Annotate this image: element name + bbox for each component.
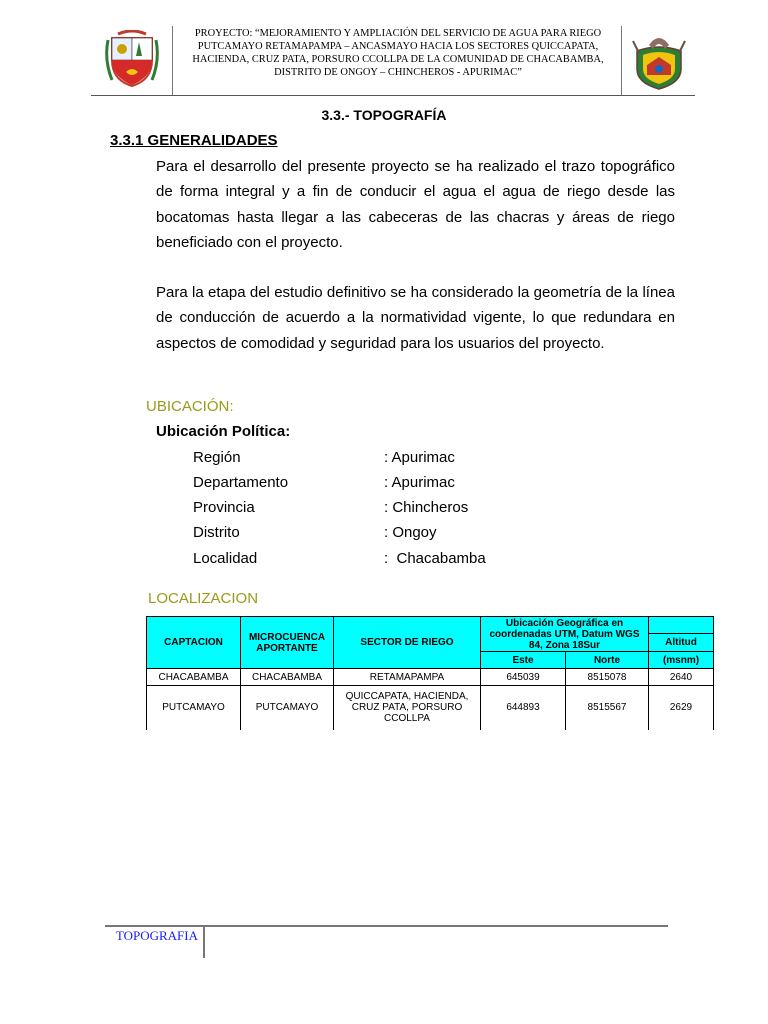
header-ubicacion-geografica: Ubicación Geográfica en coordenadas UTM, Datum WGS 84, Zona 18Sur <box>481 617 649 652</box>
departamento-value: : Apurimac <box>384 474 455 491</box>
header-este: Este <box>481 652 566 669</box>
cell-norte: 8515567 <box>566 686 649 730</box>
provincia-label: Provincia <box>193 499 255 516</box>
table-row <box>147 669 714 686</box>
header-divider-right <box>621 26 622 96</box>
header-blank <box>649 617 714 634</box>
apurimac-shield-icon <box>631 31 687 91</box>
cell-captacion: PUTCAMAYO <box>147 686 241 730</box>
paragraph-1: Para el desarrollo del presente proyecto se ha realizado el trazo topográfico de forma integral y a fin de conducir el agua el agua de riego desde las bocatomas hasta llegar a las cabeceras de las chacras y áreas de riego beneficiado con el proyecto. <box>156 158 675 252</box>
subsection-title: 3.3.1 GENERALIDADES <box>110 132 278 149</box>
region-label: Región <box>193 449 241 466</box>
header-altitud: Altitud <box>649 634 714 652</box>
cell-captacion: CHACABAMBA <box>147 669 241 686</box>
project-header-text: PROYECTO: “MEJORAMIENTO Y AMPLIACIÓN DEL SERVICIO DE AGUA PARA RIEGO PUTCAMAYO RETAMAPAMPA – ANCASMAYO HACIA LOS SECTORES QUICCAPATA, HACIENDA, CRUZ PATA, PORSURO CCOLLPA DE LA COMUNIDAD DE CHACABAMBA, DISTRITO DE ONGOY – CHINCHEROS - APURIMAC” <box>192 28 604 78</box>
cell-sector: RETAMAPAMPA <box>334 669 481 686</box>
cell-este: 645039 <box>481 669 566 686</box>
table-row <box>147 686 714 730</box>
distrito-value: : Ongoy <box>384 524 437 541</box>
header-sector-riego: SECTOR DE RIEGO <box>334 617 481 669</box>
cell-norte: 8515078 <box>566 669 649 686</box>
cell-altitud: 2640 <box>649 669 714 686</box>
header-msnm: (msnm) <box>649 652 714 669</box>
footer-divider <box>203 927 205 958</box>
localidad-label: Localidad <box>193 550 258 567</box>
cell-este: 644893 <box>481 686 566 730</box>
localizacion-heading: LOCALIZACION <box>148 590 259 607</box>
cell-sector: QUICCAPATA, HACIENDA, CRUZ PATA, PORSURO CCOLLPA <box>334 686 481 730</box>
ubicacion-politica-label: Ubicación Política: <box>156 423 291 440</box>
region-value: : Apurimac <box>384 449 455 466</box>
footer-rule <box>105 925 668 927</box>
distrito-label: Distrito <box>193 524 240 541</box>
cell-altitud: 2629 <box>649 686 714 730</box>
cell-microcuenca: PUTCAMAYO <box>241 686 334 730</box>
ubicacion-heading: UBICACIÓN: <box>146 398 234 415</box>
footer-label: TOPOGRAFIA <box>115 928 198 943</box>
localidad-value: : Chacabamba <box>384 550 486 567</box>
header-captacion: CAPTACION <box>147 617 241 669</box>
departamento-label: Departamento <box>193 474 289 491</box>
header-divider-left <box>172 26 173 96</box>
header-microcuenca: MICROCUENCA APORTANTE <box>241 617 334 669</box>
cell-microcuenca: CHACABAMBA <box>241 669 334 686</box>
provincia-value: : Chincheros <box>384 499 469 516</box>
header-norte: Norte <box>566 652 649 669</box>
section-title: 3.3.- TOPOGRAFÍA <box>321 107 447 123</box>
header-rule <box>91 95 695 96</box>
paragraph-2: Para la etapa del estudio definitivo se ha considerado la geometría de la línea de conducción de acuerdo a la normatividad vigente, lo que redundara en aspectos de comodidad y seguridad para los usuarios del proyecto. <box>156 284 675 352</box>
localizacion-table <box>146 616 714 730</box>
peru-coat-of-arms-icon <box>104 30 160 90</box>
